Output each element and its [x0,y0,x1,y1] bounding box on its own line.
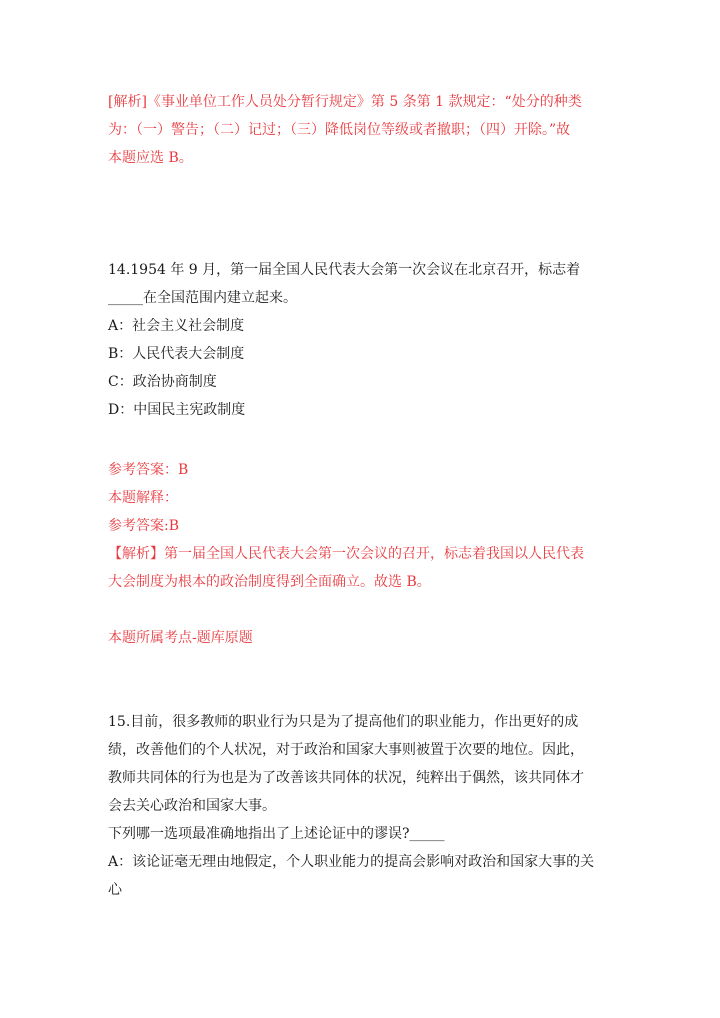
option-a: A：社会主义社会制度 [108,318,245,334]
question-stem-line: 绩，改善他们的个人状况，对于政治和国家大事则被置于次要的地位。因此， [108,742,584,758]
question-15 [108,708,618,904]
analysis-line: [解析]《事业单位工作人员处分暂行规定》第 5 条第 1 款规定：“处分的种类 [108,94,582,110]
option-c: C：政治协商制度 [108,374,217,390]
option-b: B：人民代表大会制度 [108,346,245,362]
option-a: A：该论证毫无理由地假定，个人职业能力的提高会影响对政治和国家大事的关 [108,854,595,870]
reference-answer: 参考答案：B [108,462,189,478]
question-stem-line: 14.1954 年 9 月，第一届全国人民代表大会第一次会议在北京召开，标志着 [108,262,581,278]
topic-label: 本题所属考点-题库原题 [108,630,253,646]
reference-answer-2: 参考答案:B [108,518,180,534]
question-stem-line: _____在全国范围内建立起来。 [108,290,297,306]
question-stem-line: 教师共同体的行为也是为了改善该共同体的状况，纯粹出于偶然，该共同体才 [108,770,584,786]
option-a-continued: 心 [108,882,122,898]
analysis-q13 [108,88,618,172]
analysis-line: 大会制度为根本的政治制度得到全面确立。故选 B。 [108,574,431,590]
analysis-line: 本题应选 B。 [108,150,193,166]
option-d: D：中国民主宪政制度 [108,402,246,418]
question-prompt: 下列哪一选项最准确地指出了上述论证中的谬误?_____ [108,826,445,842]
topic-q14 [108,624,618,652]
question-stem-line: 会去关心政治和国家大事。 [108,798,276,814]
analysis-line: 【解析】第一届全国人民代表大会第一次会议的召开，标志着我国以人民代表 [108,546,584,562]
explanation-label: 本题解释： [108,490,178,506]
answer-q14 [108,456,618,596]
question-14 [108,256,618,424]
question-stem-line: 15.目前，很多教师的职业行为只是为了提高他们的职业能力，作出更好的成 [108,714,579,730]
analysis-line: 为：（一）警告；（二）记过；（三）降低岗位等级或者撤职；（四）开除。”故 [108,122,571,138]
